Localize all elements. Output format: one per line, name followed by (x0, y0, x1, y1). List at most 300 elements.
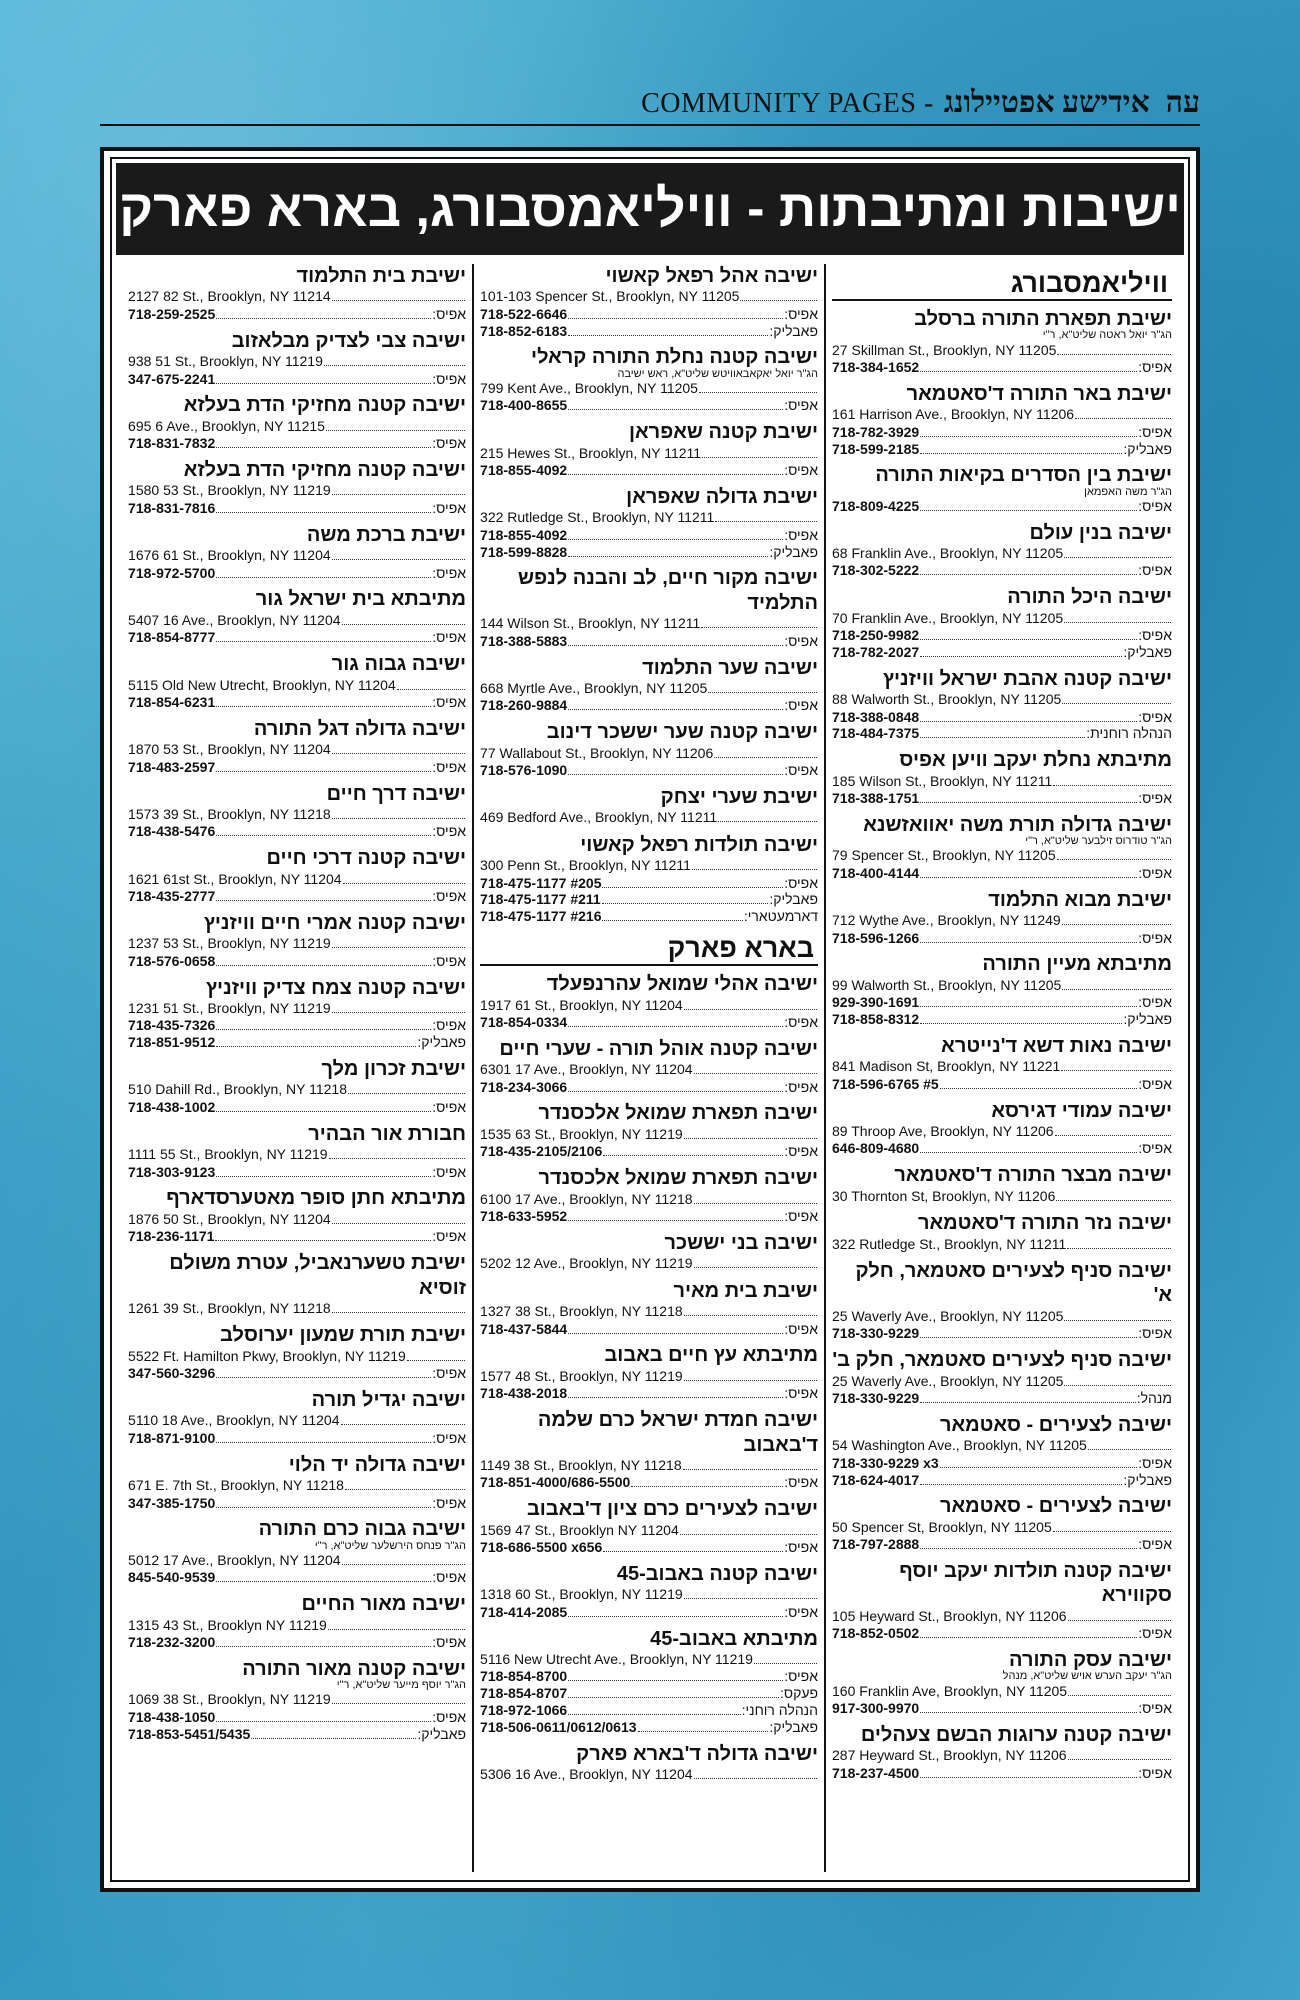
phone-number: 718-522-6646 (480, 305, 568, 322)
phone-label: פאבליק: (769, 891, 819, 908)
rabbi-name: הג"ר טודרוס זילבער שליט"א, ר"י (1025, 835, 1172, 848)
listing-entry (832, 1648, 1172, 1717)
phone-number: 718-506-0611/0612/0613 (480, 1718, 637, 1735)
address-line (128, 1412, 466, 1430)
address-line (480, 745, 818, 763)
listing-entry (832, 1559, 1172, 1642)
institution-name: ישיבה עסק התורה (1009, 1649, 1172, 1672)
phone-number: 347-385-1750 (128, 1494, 216, 1511)
address: 5306 16 Ave., Brooklyn, NY 11204 (480, 1766, 693, 1783)
phone-label: אפיס: (1138, 1764, 1172, 1781)
phone-row (128, 565, 466, 582)
address: 88 Walworth St., Brooklyn, NY 11205 (832, 691, 1062, 708)
address-line (832, 1373, 1172, 1391)
phone-row (832, 865, 1172, 882)
address-line (832, 773, 1172, 791)
phone-label: אפיס: (432, 1569, 467, 1586)
leader-dots (343, 883, 465, 884)
address-line (128, 1552, 466, 1570)
phone-number: 718-330-9229 (832, 1390, 920, 1407)
address-line (128, 288, 466, 306)
phone-row (480, 1321, 818, 1338)
institution-name: ישיבה בני יששכר (664, 1231, 819, 1254)
phone-label: אפיס: (432, 823, 467, 840)
address: 1580 53 St., Brooklyn, NY 11219 (128, 482, 331, 499)
institution-name: ישיבה גדולה יד הלוי (288, 1453, 467, 1476)
phone-row (128, 823, 466, 840)
address-line (128, 1477, 466, 1495)
institution-name: ישיבה לצעירים - סאטמאר (939, 1413, 1172, 1436)
phone-label: אפיס: (784, 397, 819, 414)
institution-name: ישיבת גדולה שאפראן (626, 485, 819, 508)
phone-number: 347-560-3296 (128, 1365, 216, 1382)
phone-number: 718-854-0334 (480, 1014, 568, 1030)
institution-name: ישיבת באר התורה ד'סאטמאר (906, 382, 1172, 405)
address-line (128, 741, 466, 759)
address: 671 E. 7th St., Brooklyn, NY 11218 (128, 1477, 344, 1494)
phone-number: 718-259-2525 (128, 305, 216, 322)
institution-name: ישיבה קטנה נחלת התורה קראלי (531, 346, 819, 369)
leader-dots (1053, 1531, 1171, 1532)
address: 68 Franklin Ave., Brooklyn, NY 11205 (832, 544, 1064, 561)
phone-number: 718-330-9229 x3 (832, 1454, 939, 1471)
address: 160 Franklin Ave, Brooklyn, NY 11205 (832, 1682, 1068, 1699)
listing-entry (128, 1657, 466, 1743)
phone-row (128, 435, 466, 452)
leader-dots (920, 1023, 1122, 1024)
leader-dots (920, 1152, 1137, 1153)
phone-row (832, 359, 1172, 376)
address: 5202 12 Ave., Brooklyn, NY 11219 (480, 1255, 693, 1272)
phone-row (832, 1076, 1172, 1093)
phone-row (480, 1208, 818, 1225)
phone-row (480, 697, 818, 714)
leader-dots (1061, 1070, 1171, 1071)
leader-dots (920, 1777, 1137, 1778)
phone-label: אפיס: (784, 1078, 819, 1095)
listing-entry (480, 1343, 818, 1402)
institution-name: ישיבת תורת שמעון יערוסלב (220, 1324, 467, 1347)
address-line (480, 680, 818, 698)
institution-name: ישיבה מבצר התורה ד'סאטמאר (894, 1164, 1172, 1187)
listing-entry (480, 1037, 818, 1096)
listing-entry (128, 652, 466, 711)
phone-number: 718-809-4225 (832, 497, 920, 514)
address-line (480, 380, 818, 398)
leader-dots (631, 1486, 783, 1487)
phone-label: אפיס: (432, 1017, 467, 1034)
phone-label: דארמעטארי: (743, 908, 819, 925)
leader-dots (216, 1176, 431, 1177)
address-line (480, 857, 818, 875)
leader-dots (684, 1598, 817, 1599)
leader-dots (568, 335, 768, 336)
phone-label: פעקס: (780, 1685, 819, 1702)
listing-entry (832, 1163, 1172, 1205)
listing-entry (832, 1348, 1172, 1407)
phone-row (480, 1539, 818, 1556)
listing-entry (480, 833, 818, 925)
address: 1315 43 St., Brooklyn NY 11219 (128, 1616, 327, 1633)
address-line (832, 1188, 1172, 1206)
institution-name: ישיבה קטנה אוהל תורה - שערי חיים (499, 1037, 819, 1060)
listing-entry (832, 813, 1172, 882)
address: 25 Waverly Ave., Brooklyn, NY 11205 (832, 1307, 1064, 1324)
leader-dots (216, 641, 431, 642)
leader-dots (920, 1006, 1137, 1007)
phone-label: אפיס: (432, 1163, 467, 1180)
address-line (832, 1236, 1172, 1254)
phone-label: אפיס: (1138, 562, 1172, 579)
phone-label: אפיס: (1138, 1140, 1172, 1157)
leader-dots (216, 1646, 431, 1647)
listing-entry (832, 1723, 1172, 1782)
phone-row (480, 891, 818, 908)
institution-name: ישיבת מבוא התלמוד (988, 888, 1172, 911)
leader-dots (603, 1155, 783, 1156)
leader-dots (694, 1203, 817, 1204)
phone-number: 718-438-1002 (128, 1098, 216, 1115)
leader-dots (568, 1091, 783, 1092)
address: 6301 17 Ave., Brooklyn, NY 11204 (480, 1061, 693, 1078)
address: 99 Walworth St., Brooklyn, NY 11205 (832, 976, 1062, 993)
leader-dots (332, 559, 465, 560)
leader-dots (602, 920, 742, 921)
listing-entry (480, 656, 818, 715)
leader-dots (345, 1489, 465, 1490)
rabbi-name: הג"ר יוסף מייער שליט"א, ר"י (336, 1679, 467, 1692)
address: 1237 53 St., Brooklyn, NY 11219 (128, 935, 331, 952)
leader-dots (602, 887, 783, 888)
institution-name: ישיבה קטנה שער יששכר דינוב (546, 721, 819, 744)
address-line (832, 406, 1172, 424)
phone-row (832, 709, 1172, 726)
address: 101-103 Spencer St., Brooklyn, NY 11205 (480, 288, 740, 305)
listing-entry (128, 523, 466, 582)
listing-entry (128, 329, 466, 388)
phone-row (832, 994, 1172, 1011)
phone-label: אפיס: (784, 1539, 819, 1556)
address-line (480, 997, 818, 1015)
section-label: COMMUNITY PAGES - (641, 88, 934, 119)
phone-label: אפיס: (432, 758, 467, 775)
leader-dots (920, 510, 1137, 511)
institution-name: ישיבה גבוה כרם התורה (258, 1518, 467, 1541)
directory-frame (100, 147, 1200, 1892)
phone-number: 718-797-2888 (832, 1536, 920, 1553)
institution-name: ישיבה עמודי דגירסא (991, 1099, 1172, 1122)
institution-name: ישיבה מקור חיים, לב והבנה לנפש התלמיד (518, 567, 819, 614)
phone-label: אפיס: (432, 499, 467, 516)
phone-row (128, 1017, 466, 1034)
leader-dots (714, 757, 817, 758)
institution-name: ישיבת בין הסדרים בקיאות התורה (875, 464, 1172, 487)
listing-entry (128, 458, 466, 517)
phone-row (128, 694, 466, 711)
phone-number: 718-237-4500 (832, 1764, 920, 1781)
phone-row (128, 1495, 466, 1512)
leader-dots (1062, 924, 1171, 925)
institution-name: ישיבת קטנה שאפראן (629, 421, 819, 444)
phone-row (832, 1455, 1172, 1472)
leader-dots (329, 1158, 465, 1159)
phone-label: אפיס: (1138, 929, 1172, 946)
phone-number: 718-232-3200 (128, 1634, 216, 1651)
phone-number: 718-400-4144 (832, 864, 920, 881)
leader-dots (568, 1680, 783, 1681)
phone-label: אפיס: (1138, 1454, 1172, 1471)
address-line (480, 1522, 818, 1540)
listing-entry (480, 785, 818, 827)
institution-name: ישיבת תפארת התורה ברסלב (914, 308, 1172, 331)
listing-entry (128, 1453, 466, 1512)
leader-dots (754, 1663, 817, 1664)
institution-name: ישיבת שערי יצחק (660, 785, 819, 808)
phone-label: אפיס: (432, 370, 467, 387)
address: 1535 63 St., Brooklyn, NY 11219 (480, 1125, 683, 1142)
leader-dots (216, 512, 431, 513)
leader-dots (1088, 1449, 1171, 1450)
phone-number: 718-871-9100 (128, 1429, 216, 1446)
phone-row (832, 644, 1172, 661)
phone-number: 718-854-8700 (480, 1668, 568, 1685)
leader-dots (940, 1088, 1138, 1089)
phone-number: 718-596-1266 (832, 929, 920, 946)
leader-dots (920, 721, 1137, 722)
phone-number: 718-388-1751 (832, 790, 920, 807)
institution-name: ישיבה קטנה מחזיקי הדת בעלזא (183, 394, 467, 417)
phone-label: פאבליק: (769, 322, 819, 339)
leader-dots (718, 821, 817, 822)
listing-entry (480, 485, 818, 560)
phone-label: פאבליק: (417, 1725, 467, 1742)
phone-label: אפיס: (432, 305, 467, 322)
leader-dots (638, 1731, 769, 1732)
leader-dots (568, 318, 783, 319)
institution-name: ישיבת זכרון מלך (321, 1058, 467, 1081)
phone-number: 718-599-2185 (832, 440, 920, 457)
leader-dots (1068, 1695, 1171, 1696)
phone-row (832, 1140, 1172, 1157)
phone-label: אפיס: (432, 694, 467, 711)
phone-label: פאבליק: (769, 1718, 819, 1735)
column-1 (826, 264, 1178, 1872)
address: 712 Wythe Ave., Brooklyn, NY 11249 (832, 912, 1061, 929)
leader-dots (940, 1467, 1138, 1468)
phone-label: אפיס: (784, 1668, 819, 1685)
leader-dots (216, 1581, 431, 1582)
phone-row (128, 1430, 466, 1447)
phone-number: 917-300-9970 (832, 1700, 920, 1717)
leader-dots (251, 1738, 416, 1739)
phone-row (832, 1011, 1172, 1028)
phone-row (480, 1079, 818, 1096)
listing-entry (128, 1057, 466, 1116)
phone-row (128, 759, 466, 776)
phone-number: 718-250-9982 (832, 627, 920, 644)
leader-dots (332, 1703, 465, 1704)
institution-name: ישיבה סניף לצעירים סאטמאר, חלק א' (855, 1260, 1172, 1307)
leader-dots (568, 1697, 779, 1698)
phone-row (128, 1709, 466, 1726)
section-label-yiddish: אידישע אפטיילונג (943, 86, 1150, 119)
leader-dots (216, 383, 431, 384)
section-heading: וויליאמסבורג (832, 266, 1172, 301)
address: 30 Thornton St, Brooklyn, NY 11206 (832, 1187, 1056, 1204)
institution-name: ישיבה קטנה אמרי חיים וויזניץ (203, 911, 467, 934)
phone-label: אפיס: (784, 462, 819, 479)
phone-number: 718-483-2597 (128, 758, 216, 775)
address-line (832, 1519, 1172, 1537)
phone-row (480, 762, 818, 779)
phone-row (832, 930, 1172, 947)
phone-label: אפיס: (784, 305, 819, 322)
institution-name: ישיבה צבי לצדיק מבלאזוב (231, 329, 467, 352)
institution-name: ישיבה גדולה דגל התורה (253, 717, 467, 740)
institution-name: ישיבת טשערנאביל, עטרת משולם זוסיא (169, 1252, 467, 1299)
leader-dots (692, 869, 817, 870)
address-line (832, 1058, 1172, 1076)
phone-row (128, 1726, 466, 1743)
leader-dots (920, 1402, 1136, 1403)
institution-name: ישיבה אהל רפאל קאשוי (605, 265, 819, 287)
address: 5522 Ft. Hamilton Pkwy, Brooklyn, NY 11219 (128, 1347, 406, 1364)
phone-label: אפיס: (784, 697, 819, 714)
phone-number: 718-854-6231 (128, 694, 216, 711)
phone-label: אפיס: (784, 874, 819, 891)
leader-dots (740, 300, 817, 301)
phone-number: 718-782-3929 (832, 423, 920, 440)
institution-name: ישיבה גבוה גור (331, 653, 467, 676)
leader-dots (342, 1564, 465, 1565)
leader-dots (332, 947, 465, 948)
listing-entry (832, 1099, 1172, 1158)
address: 287 Heyward St., Brooklyn, NY 11206 (832, 1747, 1067, 1764)
institution-name: ישיבה שער התלמוד (642, 656, 819, 679)
phone-row (832, 1536, 1172, 1553)
address: 161 Harrison Ave., Brooklyn, NY 11206 (832, 406, 1075, 423)
leader-dots (216, 1442, 431, 1443)
listing-entry (128, 1388, 466, 1447)
address: 1327 38 St., Brooklyn, NY 11218 (480, 1303, 683, 1320)
phone-number: 347-675-2241 (128, 370, 216, 387)
phone-label: אפיס: (784, 632, 819, 649)
leader-dots (920, 1548, 1137, 1549)
leader-dots (332, 1223, 465, 1224)
address-line (480, 1303, 818, 1321)
phone-number: 718-851-9512 (128, 1034, 216, 1051)
leader-dots (216, 318, 431, 319)
leader-dots (216, 965, 431, 966)
address-line (832, 1608, 1172, 1626)
phone-row (128, 306, 466, 323)
phone-row (480, 527, 818, 544)
leader-dots (328, 1629, 465, 1630)
rabbi-name: הג"ר משה האפמאן (1084, 485, 1172, 498)
listing-entry (128, 911, 466, 970)
address-line (480, 1586, 818, 1604)
phone-row (480, 1143, 818, 1160)
phone-row (128, 953, 466, 970)
leader-dots (920, 436, 1137, 437)
listing-entry (128, 264, 466, 323)
institution-name: ישיבה לצעירים כרם ציון ד'באבוב (526, 1498, 819, 1521)
leader-dots (684, 1380, 817, 1381)
address-line (128, 1691, 466, 1709)
leader-dots (920, 877, 1137, 878)
phone-label: אפיס: (784, 1208, 819, 1225)
address-line (480, 615, 818, 633)
phone-number: 718-435-2105/2106 (480, 1143, 603, 1160)
leader-dots (332, 1312, 465, 1313)
address: 2127 82 St., Brooklyn, NY 11214 (128, 288, 331, 305)
address: 89 Throop Ave, Brooklyn, NY 11206 (832, 1122, 1054, 1139)
leader-dots (603, 1551, 783, 1552)
listing-entry (480, 1279, 818, 1338)
address-line (832, 1437, 1172, 1455)
phone-row (480, 1014, 818, 1031)
phone-row (480, 544, 818, 561)
address-line (128, 935, 466, 953)
phone-label: אפיס: (1138, 994, 1172, 1011)
institution-name: ישיבה תפארת שמואל אלכסנדר (538, 1167, 819, 1190)
phone-row (832, 725, 1172, 742)
phone-row (128, 1099, 466, 1116)
address-line (480, 1255, 818, 1273)
address: 185 Wilson St., Brooklyn, NY 11211 (832, 772, 1053, 789)
phone-label: אפיס: (1138, 497, 1172, 514)
leader-dots (568, 709, 783, 710)
listing-entry (128, 846, 466, 905)
phone-label: הנהלה רוחני: (741, 1702, 819, 1719)
phone-label: אפיס: (1138, 1075, 1172, 1092)
listing-entry (128, 1517, 466, 1586)
listing-entry (480, 1231, 818, 1273)
phone-number: 718-831-7832 (128, 435, 216, 452)
listing-entry (480, 1742, 818, 1784)
leader-dots (1064, 1320, 1171, 1321)
leader-dots (332, 753, 465, 754)
leader-dots (684, 1009, 817, 1010)
phone-number: 718-854-8707 (480, 1685, 568, 1702)
phone-label: אפיס: (432, 435, 467, 452)
phone-label: אפיס: (784, 762, 819, 779)
institution-name: מתיבתא בית ישראל גור (255, 588, 467, 611)
institution-name: ישיבה אהלי שמואל עהרנפעלד (546, 973, 819, 996)
phone-row (480, 1604, 818, 1621)
leader-dots (1075, 418, 1171, 419)
institution-name: ישיבה תולדות רפאל קאשוי (580, 833, 819, 856)
listing-entry (128, 782, 466, 841)
phone-row (480, 1474, 818, 1491)
listing-entry (480, 345, 818, 414)
phone-row (480, 633, 818, 650)
leader-dots (568, 1616, 783, 1617)
address-line (832, 545, 1172, 563)
address-line (480, 1651, 818, 1669)
leader-dots (568, 556, 768, 557)
leader-dots (708, 692, 817, 693)
address: 1069 38 St., Brooklyn, NY 11219 (128, 1691, 331, 1708)
column-2 (474, 264, 826, 1872)
address: 799 Kent Ave., Brooklyn, NY 11205 (480, 379, 698, 396)
leader-dots (216, 1721, 431, 1722)
phone-row (128, 500, 466, 517)
address: 938 51 St., Brooklyn, NY 11219 (128, 353, 323, 370)
phone-label: פאבליק: (1123, 440, 1172, 457)
phone-row (128, 1569, 466, 1586)
address: 50 Spencer St, Brooklyn, NY 11205 (832, 1518, 1052, 1535)
